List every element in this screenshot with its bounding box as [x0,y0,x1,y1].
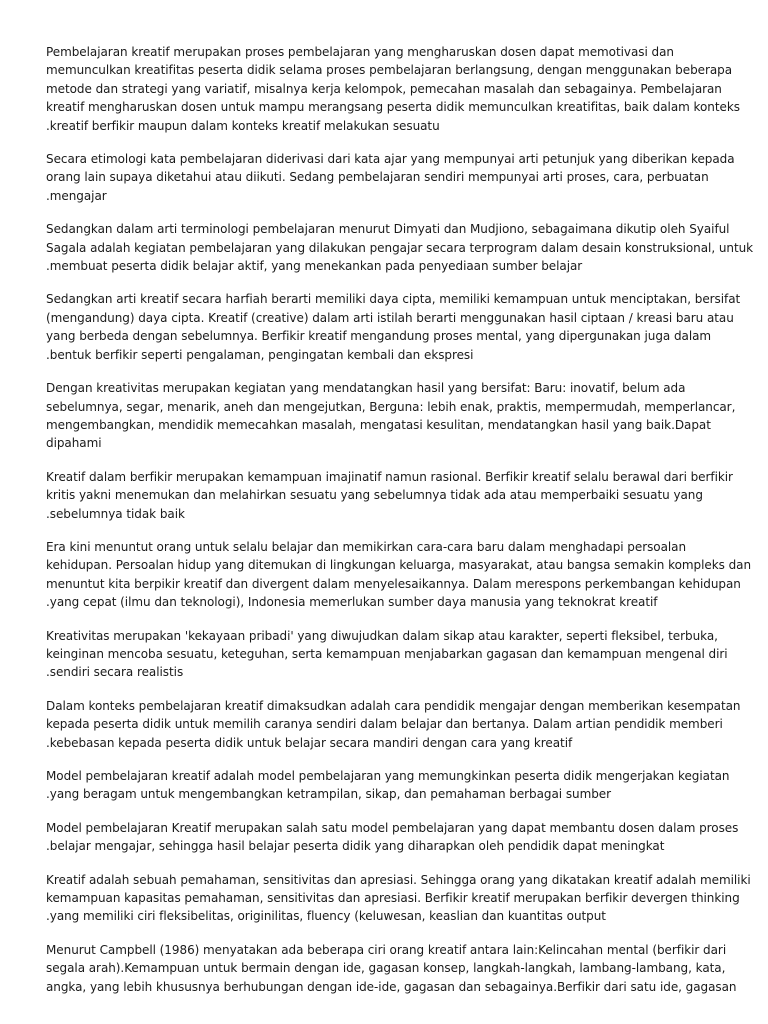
paragraph-line: angka, yang lebih khususnya berhubungan dengan ide-ide, gagasan dan sebagainya.Berfikir dari satu ide, gagasan [46,979,737,994]
paragraph-line: Era kini menuntut orang untuk selalu belajar dan memikirkan cara-cara baru dalam menghadapi persoalan [46,539,687,554]
paragraph-line: dipahami [46,436,102,451]
paragraph-line: Dalam konteks pembelajaran kreatif dimaksudkan adalah cara pendidik mengajar dengan memberikan kesempatan [46,698,741,713]
paragraph [46,379,736,453]
paragraph-line: .kreatif berfikir maupun dalam konteks kreatif melakukan sesuatu [46,118,440,133]
paragraph [46,43,740,135]
paragraph-line: Kreatif adalah sebuah pemahaman, sensitivitas dan apresiasi. Sehingga orang yang dikatakan kreatif adalah memiliki [46,872,751,887]
paragraph-line: segala arah).Kemampuan untuk bermain dengan ide, gagasan konsep, langkah-langkah, lambang-lambang, kata, [46,961,726,976]
paragraph-line: kritis yakni menemukan dan melahirkan sesuatu yang sebelumnya tidak ada atau memperbaiki sesuatu yang [46,488,703,503]
paragraph-line: kreatif mengharuskan dosen untuk mampu merangsang peserta didik memunculkan kreatifitas, baik dalam konteks [46,100,740,115]
paragraph-line: Sedangkan dalam arti terminologi pembelajaran menurut Dimyati dan Mudjiono, sebagaimana dikutip oleh Syaiful [46,222,730,237]
paragraph-line: Model pembelajaran kreatif adalah model pembelajaran yang memungkinkan peserta didik mengerjakan kegiatan [46,769,730,783]
paragraph-line: kehidupan. Persoalan hidup yang ditemukan di lingkungan keluarga, masyarakat, atau bangsa semakin kompleks dan [46,558,752,573]
paragraph-line: kemampuan kapasitas pemahaman, sensitivitas dan apresiasi. Berfikir kreatif merupakan berfikir devergen thinking [46,891,740,906]
paragraph-line: .belajar mengajar, sehingga hasil belajar peserta didik yang diharapkan oleh pendidik dapat meningkat [46,839,665,854]
paragraph [46,941,736,996]
paragraph-line: metode dan strategi yang variatif, misalnya kerja kelompok, pemecahan masalah dan sebagainya. Pembelajaran [46,81,722,96]
paragraph-line: .membuat peserta didik belajar aktif, yang menekankan pada penyediaan sumber belajar [46,259,583,274]
paragraph [46,819,739,856]
paragraph [46,220,754,275]
paragraph-line: kepada peserta didik untuk memilih caranya sendiri dalam belajar dan bertanya. Dalam artian pendidik memberi [46,717,723,732]
paragraph [46,150,736,205]
paragraph-line: .kebebasan kepada peserta didik untuk belajar secara mandiri dengan cara yang kreatif [46,735,573,750]
paragraph-line: menuntut kita berpikir kreatif dan divergent dalam menyelesaikannya. Dalam merespons perkembangan kehidupan [46,576,741,591]
paragraph [46,767,736,804]
paragraph-line: keinginan mencoba sesuatu, keteguhan, serta kemampuan menjabarkan gagasan dan kemampuan mengenal diri [46,646,728,661]
paragraph-line: mengembangkan, mendidik memecahkan masalah, mengatasi kesulitan, mendatangkan hasil yang baik.Dapat [46,417,711,432]
paragraph-line: Menurut Campbell (1986) menyatakan ada beberapa ciri orang kreatif antara lain:Kelincahan mental (berfikir dari [46,942,727,957]
paragraph-line: Sagala adalah kegiatan pembelajaran yang dilakukan pengajar secara terprogram dalam desain konstruksional, untuk [46,240,754,255]
paragraph [46,697,741,752]
paragraph-line: .yang cepat (ilmu dan teknologi), Indonesia memerlukan sumber daya manusia yang teknokrat kreatif [46,595,658,610]
paragraph-line: .sebelumnya tidak baik [46,506,185,521]
paragraph-line: .bentuk berfikir seperti pengalaman, pengingatan kembali dan ekspresi [46,347,474,362]
paragraph-line: Kreativitas merupakan 'kekayaan pribadi' yang diwujudkan dalam sikap atau karakter, seperti fleksibel, terbuka, [46,628,718,643]
paragraph-line: Dengan kreativitas merupakan kegiatan yang mendatangkan hasil yang bersifat: Baru: inovatif, belum ada [46,381,686,396]
paragraph-line: sebelumnya, segar, menarik, aneh dan mengejutkan, Berguna: lebih enak, praktis, mempermudah, memperlancar, [46,399,736,414]
paragraph-line: .yang beragam untuk mengembangkan ketrampilan, sikap, dan pemahaman berbagai sumber [46,787,612,802]
paragraph [46,871,751,926]
paragraph [46,538,752,612]
paragraph-line: yang berbeda dengan sebelumnya. Berfikir kreatif mengandung proses mental, yang dipergunakan juga dalam [46,329,712,344]
paragraph [46,627,736,682]
paragraph-line: Kreatif dalam berfikir merupakan kemampuan imajinatif namun rasional. Berfikir kreatif selalu berawal dari berfikir [46,469,733,484]
document-body [46,43,754,1011]
paragraph-line: (mengandung) daya cipta. Kreatif (creative) dalam arti istilah berarti menggunakan hasil ciptaan / kreasi baru atau [46,310,734,325]
paragraph [46,290,741,364]
paragraph-line: memunculkan kreatifitas peserta didik selama proses pembelajaran berlangsung, dengan menggunakan beberapa [46,63,733,78]
paragraph-line: Sedangkan arti kreatif secara harfiah berarti memiliki daya cipta, memiliki kemampuan untuk menciptakan, bersifat [46,292,741,307]
paragraph-line: .sendiri secara realistis [46,665,184,680]
paragraph-line: .mengajar [46,188,107,203]
paragraph-line: Secara etimologi kata pembelajaran diderivasi dari kata ajar yang mempunyai arti petunjuk yang diberikan kepada [46,152,735,167]
paragraph-line: Model pembelajaran Kreatif merupakan salah satu model pembelajaran yang dapat membantu dosen dalam proses [46,820,739,835]
paragraph-line: orang lain supaya diketahui atau diikuti. Sedang pembelajaran sendiri mempunyai arti proses, cara, perbuatan [46,170,709,185]
paragraph [46,468,736,523]
paragraph-line: .yang memiliki ciri fleksibelitas, originilitas, fluency (keluwesan, keaslian dan kuantitas output [46,909,606,924]
paragraph-line: Pembelajaran kreatif merupakan proses pembelajaran yang mengharuskan dosen dapat memotivasi dan [46,45,674,59]
